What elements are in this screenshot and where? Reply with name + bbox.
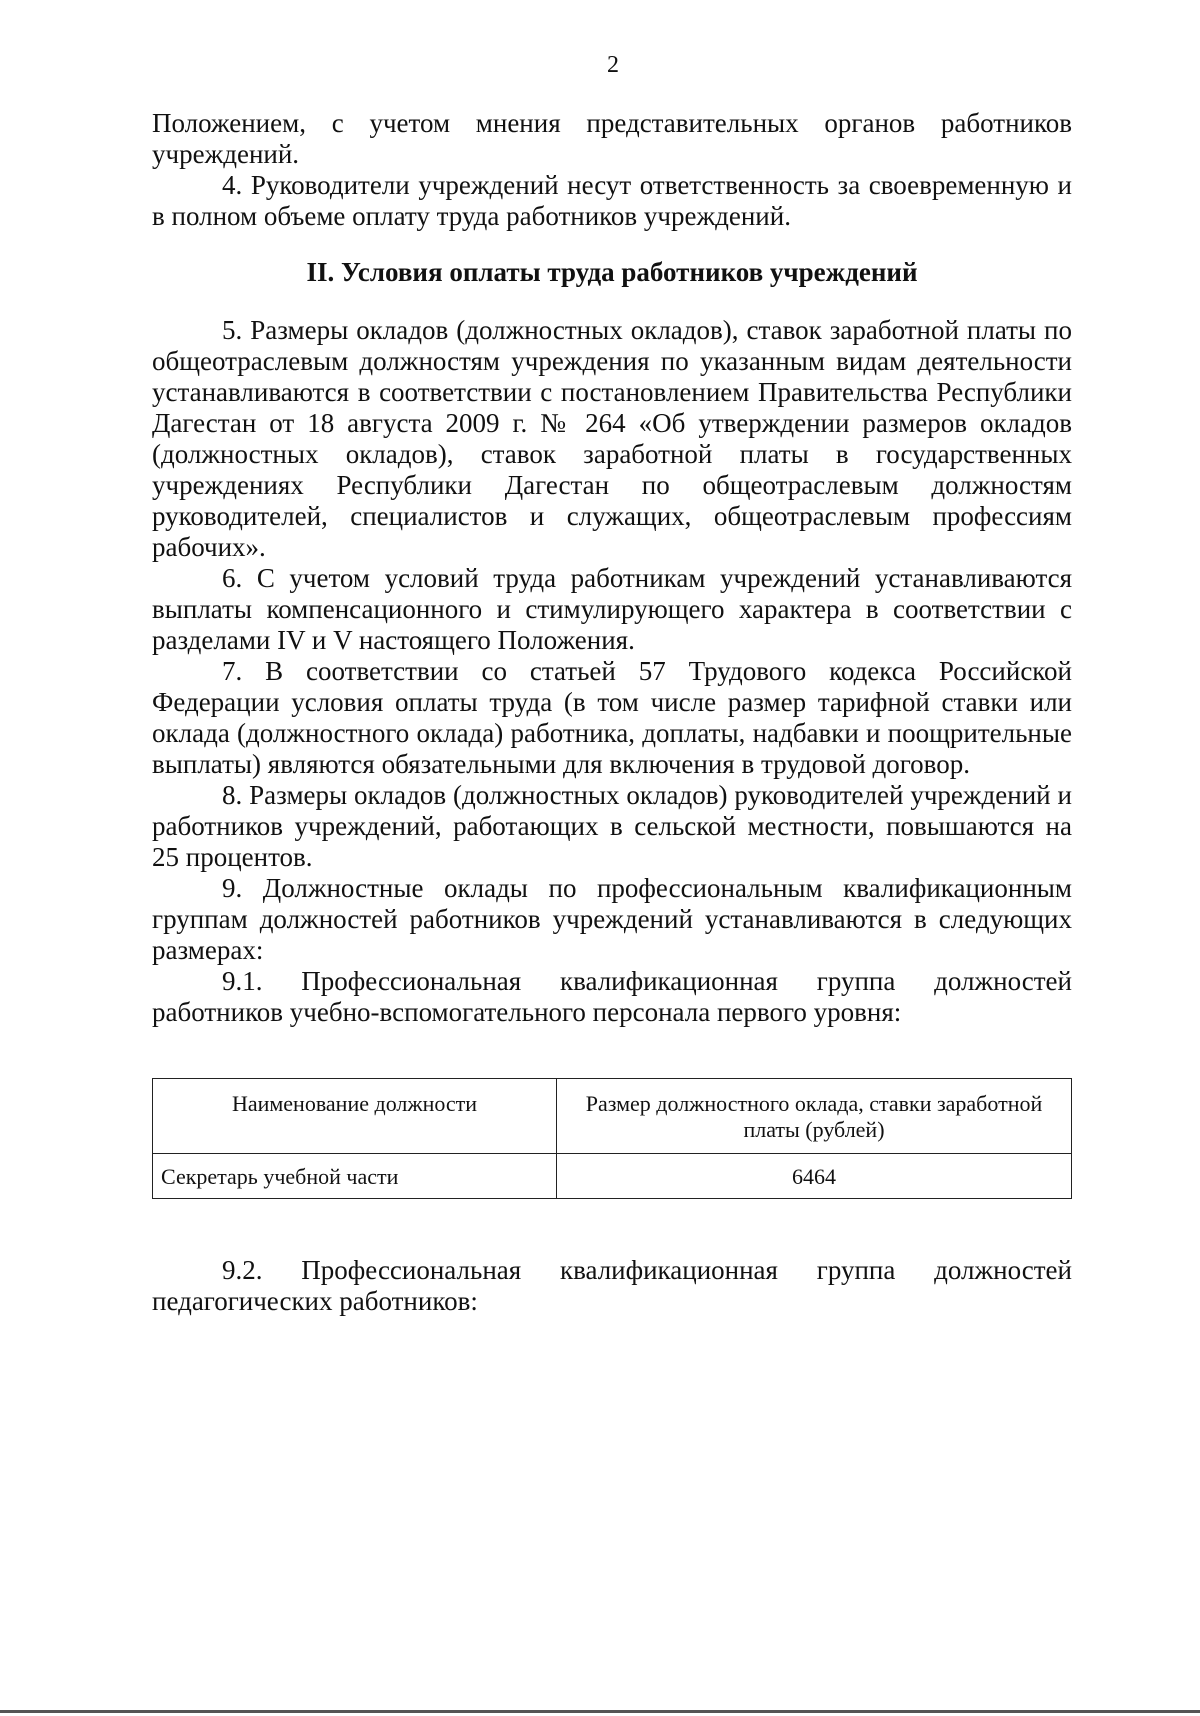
table-cell-position: Секретарь учебной части: [153, 1154, 557, 1199]
document-body: [152, 108, 1072, 1317]
table-cell-salary: 6464: [557, 1154, 1072, 1199]
paragraph-5: 5. Размеры окладов (должностных окладов), ставок заработной платы по общеотраслевым должностям учреждения по указанным видам деятельности устанавливаются в соответствии с постановлением Правительства Республики Дагестан от 18 августа 2009 г. № 264 «Об утверждении размеров окладов (должностных окладов), ставок заработной платы в государственных учреждениях Республики Дагестан по общеотраслевым должностям руководителей, специалистов и служащих, общеотраслевым профессиям рабочих».: [152, 315, 1072, 562]
page-number: 2: [607, 52, 619, 78]
paragraph-9: 9. Должностные оклады по профессиональным квалификационным группам должностей работников учреждений устанавливаются в следующих размерах:: [152, 873, 1072, 965]
spacer: [152, 1199, 1072, 1255]
table-header-row: [153, 1079, 1072, 1154]
table-header-position: Наименование должности: [153, 1079, 557, 1154]
salary-table: [152, 1078, 1072, 1199]
paragraph-6: 6. С учетом условий труда работникам учреждений устанавливаются выплаты компенсационного и стимулирующего характера в соответствии с разделами IV и V настоящего Положения.: [152, 563, 1072, 655]
section-heading: II. Условия оплаты труда работников учреждений: [306, 257, 918, 287]
paragraph-9-2: 9.2. Профессиональная квалификационная группа должностей педагогических работников:: [152, 1255, 1072, 1316]
paragraph-7: 7. В соответствии со статьей 57 Трудового кодекса Российской Федерации условия оплаты труда (в том числе размер тарифной ставки или оклада (должностного оклада) работника, доплаты, надбавки и поощрительные выплаты) являются обязательными для включения в трудовой договор.: [152, 656, 1072, 779]
paragraph-9-1: 9.1. Профессиональная квалификационная группа должностей работников учебно-вспомогательного персонала первого уровня:: [152, 966, 1072, 1027]
paragraph-continuation: Положением, с учетом мнения представительных органов работников учреждений.: [152, 108, 1072, 169]
table-row: [153, 1154, 1072, 1199]
paragraph-8: 8. Размеры окладов (должностных окладов) руководителей учреждений и работников учреждений, работающих в сельской местности, повышаются на 25 процентов.: [152, 780, 1072, 872]
table-header-salary: Размер должностного оклада, ставки заработной платы (рублей): [557, 1079, 1072, 1154]
paragraph-4: 4. Руководители учреждений несут ответственность за своевременную и в полном объеме оплату труда работников учреждений.: [152, 170, 1072, 231]
scan-edge-line: [0, 1710, 1200, 1713]
spacer: [152, 1028, 1072, 1078]
